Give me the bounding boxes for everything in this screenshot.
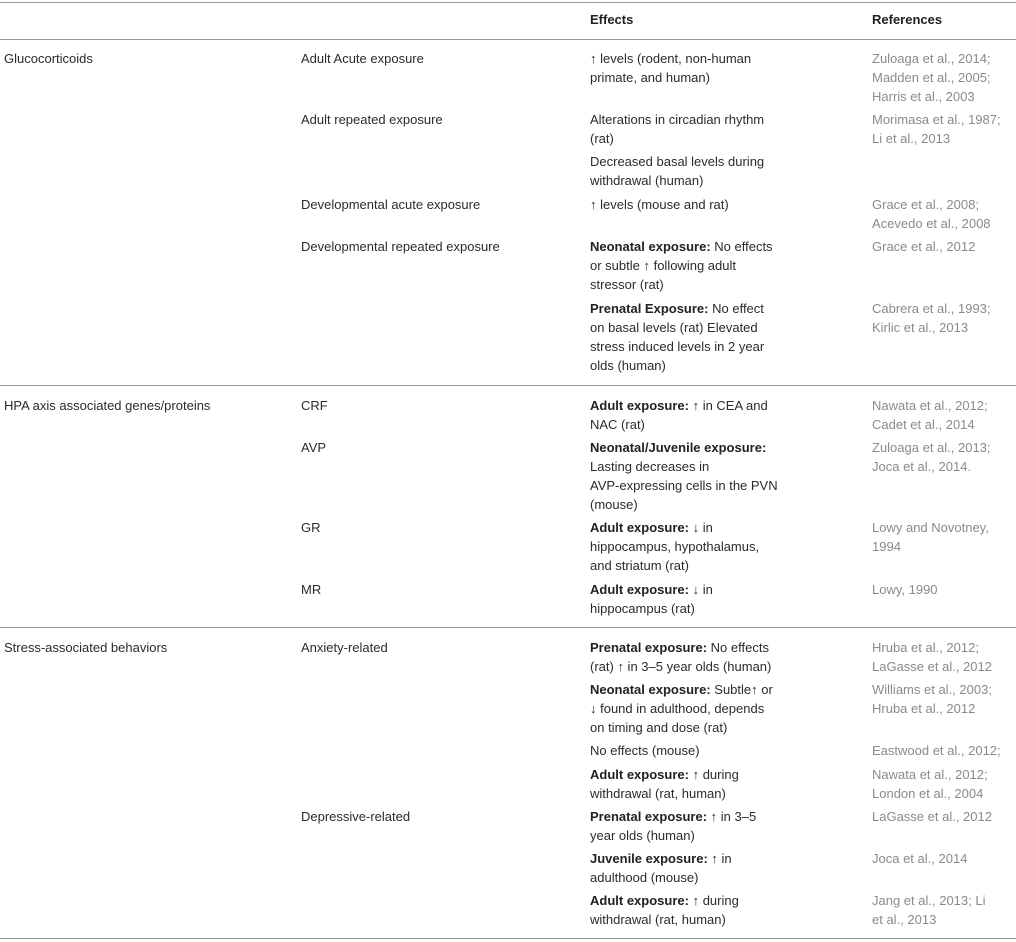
effect-text: Adult exposure: ↑ in CEA and NAC (rat) (590, 398, 768, 432)
effect-text: ↑ levels (mouse and rat) (590, 197, 729, 212)
reference-text: Nawata et al., 2012; London et al., 2004 (872, 767, 988, 801)
reference-text: Cabrera et al., 1993; Kirlic et al., 2013 (872, 301, 991, 335)
subcategory: Anxiety-related (301, 640, 388, 655)
reference-text: Williams et al., 2003; Hruba et al., 2012 (872, 682, 992, 716)
subcategory: Depressive-related (301, 809, 411, 824)
effect-text: Neonatal exposure: Subtle↑ or ↓ found in adulthood, depends on timing and dose (rat) (590, 682, 773, 735)
group-label: Glucocorticoids (4, 51, 93, 66)
subcategory: GR (301, 520, 321, 535)
reference-text: Zuloaga et al., 2013; Joca et al., 2014. (872, 440, 991, 474)
effect-text: Alterations in circadian rhythm (rat) (590, 112, 765, 146)
group-label: HPA axis associated genes/proteins (4, 398, 211, 413)
effect-text: Decreased basal levels during withdrawal (human) (590, 154, 765, 188)
reference-text: Zuloaga et al., 2014; Madden et al., 2005; Harris et al., 2003 (872, 51, 991, 104)
group-label: Stress-associated behaviors (4, 640, 168, 655)
reference-text: Grace et al., 2012 (872, 239, 976, 254)
effect-text: Neonatal exposure: No effects or subtle ↑ following adult stressor (rat) (590, 239, 773, 292)
reference-text: Morimasa et al., 1987; Li et al., 2013 (872, 112, 1001, 146)
effect-text: Adult exposure: ↑ during withdrawal (rat, human) (590, 893, 739, 927)
subcategory: Developmental acute exposure (301, 197, 481, 212)
top-rule (0, 2, 1016, 3)
subcategory: MR (301, 582, 322, 597)
group-divider (0, 627, 1016, 628)
bottom-rule (0, 938, 1016, 939)
group-divider (0, 385, 1016, 386)
header-references: References (872, 12, 943, 27)
effect-text: Adult exposure: ↑ during withdrawal (rat, human) (590, 767, 739, 801)
reference-text: Lowy, 1990 (872, 582, 938, 597)
effect-text: ↑ levels (rodent, non-human primate, and human) (590, 51, 752, 85)
subcategory: CRF (301, 398, 328, 413)
effect-text: Prenatal exposure: ↑ in 3–5 year olds (human) (590, 809, 757, 843)
reference-text: LaGasse et al., 2012 (872, 809, 992, 824)
header-rule (0, 39, 1016, 40)
reference-text: Eastwood et al., 2012; (872, 743, 1001, 758)
subcategory: Developmental repeated exposure (301, 239, 500, 254)
reference-text: Nawata et al., 2012; Cadet et al., 2014 (872, 398, 988, 432)
effect-text: Neonatal/Juvenile exposure: Lasting decreases in AVP-expressing cells in the PVN (mouse) (590, 440, 778, 512)
effect-text: Juvenile exposure: ↑ in adulthood (mouse) (590, 851, 732, 885)
effect-text: No effects (mouse) (590, 743, 700, 758)
effect-text: Prenatal Exposure: No effect on basal levels (rat) Elevated stress induced levels in 2 year olds (human) (590, 301, 765, 373)
reference-text: Joca et al., 2014 (872, 851, 968, 866)
subcategory: Adult Acute exposure (301, 51, 424, 66)
reference-text: Lowy and Novotney, 1994 (872, 520, 989, 554)
subcategory: Adult repeated exposure (301, 112, 443, 127)
reference-text: Hruba et al., 2012; LaGasse et al., 2012 (872, 640, 992, 674)
reference-text: Jang et al., 2013; Li et al., 2013 (872, 893, 986, 927)
reference-text: Grace et al., 2008; Acevedo et al., 2008 (872, 197, 991, 231)
effect-text: Adult exposure: ↓ in hippocampus (rat) (590, 582, 713, 616)
effect-text: Prenatal exposure: No effects (rat) ↑ in 3–5 year olds (human) (590, 640, 772, 674)
header-effects: Effects (590, 12, 634, 27)
subcategory: AVP (301, 440, 327, 455)
effect-text: Adult exposure: ↓ in hippocampus, hypothalamus, and striatum (rat) (590, 520, 760, 573)
